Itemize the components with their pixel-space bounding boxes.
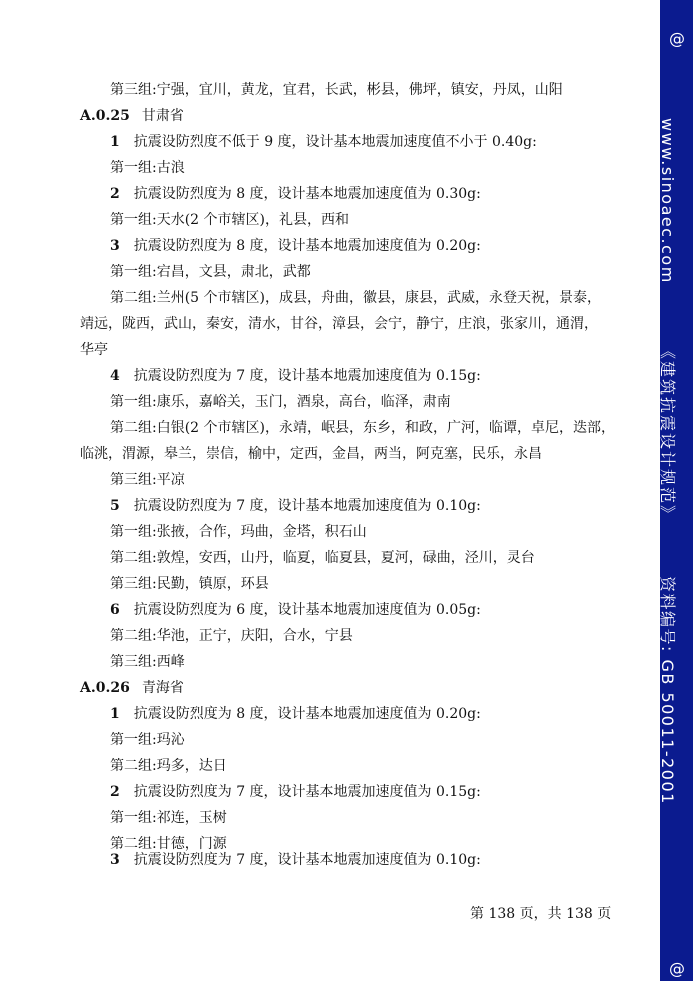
line-text: 第二组:兰州(5 个市辖区)，成县，舟曲，徽县，康县，武威，永登天祝，景泰， — [110, 290, 601, 306]
line-text: 第二组:白银(2 个市辖区)，永靖，岷县，东乡，和政，广河，临谭，卓尼，迭部， — [110, 420, 615, 436]
line-text: 第三组:民勤，镇原，环县 — [110, 576, 269, 592]
line-text: 第三组:平凉 — [110, 472, 185, 488]
line-text: 第一组:宕昌，文县，肃北，武都 — [110, 264, 311, 280]
item-line — [110, 851, 693, 869]
text-line — [110, 627, 693, 645]
section-heading — [80, 679, 693, 697]
line-text: 第一组:祁连，玉树 — [110, 810, 227, 826]
text-line — [110, 419, 693, 437]
line-text: 第一组:玛沁 — [110, 732, 185, 748]
line-text: 第一组:古浪 — [110, 160, 185, 176]
item-line — [110, 367, 693, 385]
item-line — [110, 705, 693, 723]
line-text: 第二组:玛多，达日 — [110, 758, 227, 774]
item-line — [110, 133, 693, 151]
item-text: 抗震设防烈度不低于 9 度，设计基本地震加速度值不小于 0.40g: — [133, 134, 537, 150]
line-text: 第二组:华池，正宁，庆阳，合水，宁县 — [110, 628, 353, 644]
item-text: 抗震设防烈度为 7 度，设计基本地震加速度值为 0.10g: — [133, 852, 481, 868]
item-number: 5 — [110, 498, 120, 514]
item-text: 抗震设防烈度为 7 度，设计基本地震加速度值为 0.15g: — [133, 368, 481, 384]
item-number: 4 — [110, 368, 120, 384]
text-line — [110, 731, 693, 749]
at-symbol-top: @ — [669, 29, 685, 48]
item-number: 1 — [110, 706, 120, 722]
item-number: 3 — [110, 238, 120, 254]
text-line — [110, 263, 693, 281]
text-line — [110, 575, 693, 593]
item-text: 抗震设防烈度为 7 度，设计基本地震加速度值为 0.10g: — [133, 498, 481, 514]
section-heading — [80, 107, 693, 125]
line-text: 第三组:西峰 — [110, 654, 185, 670]
text-line — [110, 289, 693, 307]
text-line — [80, 445, 693, 463]
text-line — [110, 471, 693, 489]
item-text: 抗震设防烈度为 8 度，设计基本地震加速度值为 0.20g: — [133, 706, 481, 722]
page-footer: 第 138 页，共 138 页 — [470, 906, 612, 922]
document-id: 资料编号: GB 50011-2001 — [658, 576, 677, 805]
item-number: 1 — [110, 134, 120, 150]
item-text: 抗震设防烈度为 8 度，设计基本地震加速度值为 0.30g: — [133, 186, 481, 202]
text-line — [110, 523, 693, 541]
section-title: 青海省 — [141, 680, 184, 696]
text-line — [110, 809, 693, 827]
book-title: 《建筑抗震设计规范》 — [658, 343, 677, 524]
line-text: 华亭 — [80, 342, 108, 358]
line-text: 第三组:宁强，宜川，黄龙，宜君，长武，彬县，佛坪，镇安，丹凤，山阳 — [110, 82, 563, 98]
line-text: 第一组:张掖，合作，玛曲，金塔，积石山 — [110, 524, 367, 540]
item-line — [110, 497, 693, 515]
website-link[interactable]: www.sinoaec.com — [658, 118, 677, 284]
item-number: 2 — [110, 186, 120, 202]
sidebar-banner — [660, 0, 693, 981]
text-line — [110, 81, 693, 99]
line-text: 第二组:甘德，门源 — [110, 836, 227, 852]
item-text: 抗震设防烈度为 7 度，设计基本地震加速度值为 0.15g: — [133, 784, 481, 800]
at-symbol-bottom: @ — [669, 959, 685, 978]
item-number: 6 — [110, 602, 120, 618]
text-line — [110, 757, 693, 775]
item-line — [110, 783, 693, 801]
text-line — [80, 341, 693, 359]
section-title: 甘肃省 — [141, 108, 184, 124]
text-line — [80, 315, 693, 333]
line-text: 第一组:天水(2 个市辖区)，礼县，西和 — [110, 212, 349, 228]
line-text: 临洮，渭源，皋兰，崇信，榆中，定西，金昌，两当，阿克塞，民乐，永昌 — [80, 446, 542, 462]
item-number: 2 — [110, 784, 120, 800]
item-line — [110, 601, 693, 619]
item-text: 抗震设防烈度为 8 度，设计基本地震加速度值为 0.20g: — [133, 238, 481, 254]
line-text: 靖远，陇西，武山，秦安，清水，甘谷，漳县，会宁，静宁，庄浪，张家川，通渭， — [80, 316, 598, 332]
item-number: 3 — [110, 852, 120, 868]
item-line — [110, 237, 693, 255]
text-line — [110, 549, 693, 567]
text-line — [110, 159, 693, 177]
text-line — [110, 211, 693, 229]
section-number: A.0.26 — [80, 680, 130, 696]
text-line — [110, 393, 693, 411]
item-text: 抗震设防烈度为 6 度，设计基本地震加速度值为 0.05g: — [133, 602, 481, 618]
section-number: A.0.25 — [80, 108, 130, 124]
item-line — [110, 185, 693, 203]
line-text: 第二组:敦煌，安西，山丹，临夏，临夏县，夏河，碌曲，泾川，灵台 — [110, 550, 535, 566]
text-line — [110, 653, 693, 671]
line-text: 第一组:康乐，嘉峪关，玉门，酒泉，高台，临泽，肃南 — [110, 394, 451, 410]
